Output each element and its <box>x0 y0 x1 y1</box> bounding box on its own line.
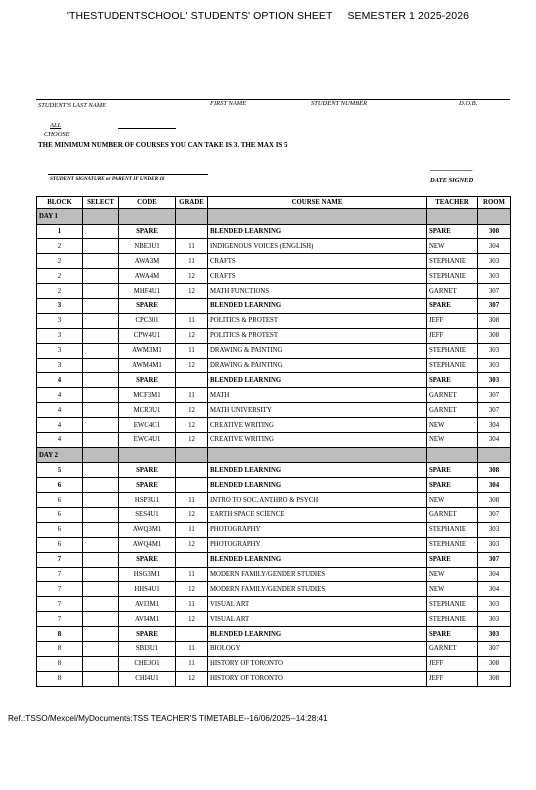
grade-cell <box>176 224 208 239</box>
grade-cell: 12 <box>176 418 208 433</box>
block-cell: 8 <box>37 642 83 657</box>
course-name-cell: DRAWING & PAINTING <box>208 343 427 358</box>
teacher-cell: JEFF <box>427 671 478 686</box>
select-cell[interactable] <box>83 239 119 254</box>
table-row <box>37 478 511 493</box>
block-cell: 8 <box>37 627 83 642</box>
room-cell: 303 <box>478 373 511 388</box>
teacher-cell: NEW <box>427 567 478 582</box>
grade-cell <box>176 463 208 478</box>
grade-cell: 12 <box>176 269 208 284</box>
grade-cell: 11 <box>176 388 208 403</box>
select-cell[interactable] <box>83 508 119 523</box>
select-cell[interactable] <box>83 432 119 447</box>
table-row <box>37 656 511 671</box>
block-cell: 4 <box>37 418 83 433</box>
table-row <box>37 418 511 433</box>
table-row <box>37 463 511 478</box>
teacher-cell: SPARE <box>427 373 478 388</box>
select-cell[interactable] <box>83 418 119 433</box>
table-row <box>37 508 511 523</box>
day-filler-cell <box>427 447 478 463</box>
course-name-cell: POLITICS & PROTEST <box>208 313 427 328</box>
block-cell: 6 <box>37 493 83 508</box>
table-row <box>37 343 511 358</box>
table-row <box>37 552 511 567</box>
grade-cell: 11 <box>176 343 208 358</box>
teacher-cell: STEPHANIE <box>427 358 478 373</box>
grade-cell: 12 <box>176 403 208 418</box>
select-cell[interactable] <box>83 493 119 508</box>
header-select: SELECT <box>83 197 119 209</box>
grade-cell: 12 <box>176 582 208 597</box>
block-cell: 3 <box>37 343 83 358</box>
select-cell[interactable] <box>83 298 119 313</box>
code-cell: SES4U1 <box>119 508 176 523</box>
day-header-row <box>37 447 511 463</box>
table-row <box>37 597 511 612</box>
code-cell: AWQ3M1 <box>119 522 176 537</box>
day-filler-cell <box>83 447 119 463</box>
room-cell: 307 <box>478 388 511 403</box>
teacher-cell: SPARE <box>427 224 478 239</box>
room-cell: 304 <box>478 582 511 597</box>
teacher-cell: STEPHANIE <box>427 612 478 627</box>
room-cell: 303 <box>478 269 511 284</box>
table-row <box>37 403 511 418</box>
min-max-instruction: THE MINIMUM NUMBER OF COURSES YOU CAN TAKE IS 3. THE MAX IS 5 <box>38 141 288 149</box>
course-name-cell: DRAWING & PAINTING <box>208 358 427 373</box>
block-cell: 4 <box>37 403 83 418</box>
block-cell: 4 <box>37 432 83 447</box>
course-name-cell: VISUAL ART <box>208 612 427 627</box>
day-header-row <box>37 209 511 225</box>
day-filler-cell <box>83 209 119 225</box>
table-row <box>37 224 511 239</box>
course-name-cell: PHOTOGRAPHY <box>208 537 427 552</box>
day-filler-cell <box>208 209 427 225</box>
table-row <box>37 388 511 403</box>
grade-cell <box>176 478 208 493</box>
grade-cell: 11 <box>176 642 208 657</box>
block-cell: 8 <box>37 656 83 671</box>
course-name-cell: PHOTOGRAPHY <box>208 522 427 537</box>
day-filler-cell <box>119 447 176 463</box>
name-line <box>36 99 510 100</box>
course-name-cell: HISTORY OF TORONTO <box>208 671 427 686</box>
select-cell[interactable] <box>83 627 119 642</box>
room-cell: 304 <box>478 418 511 433</box>
grade-cell: 12 <box>176 671 208 686</box>
grade-cell: 11 <box>176 313 208 328</box>
block-cell: 2 <box>37 254 83 269</box>
grade-cell <box>176 552 208 567</box>
code-cell: AWM4M1 <box>119 358 176 373</box>
block-cell: 6 <box>37 478 83 493</box>
block-cell: 7 <box>37 567 83 582</box>
block-cell: 7 <box>37 582 83 597</box>
block-cell: 7 <box>37 612 83 627</box>
block-cell: 2 <box>37 284 83 299</box>
select-cell[interactable] <box>83 358 119 373</box>
course-name-cell: INTRO TO SOC, ANTHRO & PSYCH <box>208 493 427 508</box>
course-name-cell: MATH <box>208 388 427 403</box>
room-cell: 308 <box>478 671 511 686</box>
code-cell: AWA4M <box>119 269 176 284</box>
dob-label: D.O.B. <box>459 100 478 107</box>
select-cell[interactable] <box>83 343 119 358</box>
teacher-cell: GARNET <box>427 508 478 523</box>
room-cell: 308 <box>478 656 511 671</box>
date-dashes: ----------------------- <box>430 166 473 174</box>
room-cell: 308 <box>478 328 511 343</box>
block-cell: 4 <box>37 388 83 403</box>
select-cell[interactable] <box>83 656 119 671</box>
code-cell: AWM3M1 <box>119 343 176 358</box>
teacher-cell: NEW <box>427 418 478 433</box>
course-name-cell: MODERN FAMILY/GENDER STUDIES <box>208 582 427 597</box>
course-name-cell: BLENDED LEARNING <box>208 478 427 493</box>
block-cell: 7 <box>37 597 83 612</box>
day-filler-cell <box>427 209 478 225</box>
select-cell[interactable] <box>83 671 119 686</box>
code-cell: CPW4U1 <box>119 328 176 343</box>
room-cell: 304 <box>478 567 511 582</box>
block-cell: 1 <box>37 224 83 239</box>
code-cell: EWC4C1 <box>119 418 176 433</box>
grade-cell: 11 <box>176 254 208 269</box>
grade-cell: 12 <box>176 284 208 299</box>
header-grade: GRADE <box>176 197 208 209</box>
code-cell: AVI4M1 <box>119 612 176 627</box>
select-cell[interactable] <box>83 597 119 612</box>
grade-cell: 12 <box>176 508 208 523</box>
select-cell[interactable] <box>83 567 119 582</box>
course-name-cell: EARTH SPACE SCIENCE <box>208 508 427 523</box>
block-cell: 2 <box>37 239 83 254</box>
room-cell: 304 <box>478 239 511 254</box>
table-row <box>37 358 511 373</box>
teacher-cell: STEPHANIE <box>427 269 478 284</box>
block-cell: 2 <box>37 269 83 284</box>
teacher-cell: STEPHANIE <box>427 597 478 612</box>
grade-cell: 12 <box>176 432 208 447</box>
room-cell: 304 <box>478 478 511 493</box>
day-filler-cell <box>176 447 208 463</box>
room-cell: 308 <box>478 224 511 239</box>
course-option-table <box>36 196 511 687</box>
course-name-cell: BIOLOGY <box>208 642 427 657</box>
page-title: 'THESTUDENTSCHOOL' STUDENTS' OPTION SHEET SEMESTER 1 2025-2026 <box>66 10 470 22</box>
table-row <box>37 373 511 388</box>
room-cell: 303 <box>478 537 511 552</box>
code-cell: CHE3O1 <box>119 656 176 671</box>
teacher-cell: GARNET <box>427 642 478 657</box>
block-cell: 8 <box>37 671 83 686</box>
grade-cell: 11 <box>176 239 208 254</box>
code-cell: CPC301 <box>119 313 176 328</box>
header-room: ROOM <box>478 197 511 209</box>
room-cell: 307 <box>478 298 511 313</box>
table-row <box>37 493 511 508</box>
course-name-cell: CREATIVE WRITING <box>208 432 427 447</box>
teacher-cell: JEFF <box>427 328 478 343</box>
table-row <box>37 328 511 343</box>
room-cell: 303 <box>478 254 511 269</box>
table-row <box>37 612 511 627</box>
course-name-cell: CRAFTS <box>208 269 427 284</box>
all-label: ALL <box>50 122 62 129</box>
header-teacher: TEACHER <box>427 197 478 209</box>
day-label: DAY 1 <box>37 209 83 225</box>
code-cell: MCF3M1 <box>119 388 176 403</box>
course-name-cell: MATH FUNCTIONS <box>208 284 427 299</box>
code-cell: CHI4U1 <box>119 671 176 686</box>
select-cell[interactable] <box>83 537 119 552</box>
room-cell: 303 <box>478 612 511 627</box>
block-cell: 6 <box>37 508 83 523</box>
table-row <box>37 269 511 284</box>
student-number-label: STUDENT NUMBER <box>311 100 368 107</box>
room-cell: 307 <box>478 403 511 418</box>
course-name-cell: CRAFTS <box>208 254 427 269</box>
code-cell: SBI3U1 <box>119 642 176 657</box>
code-cell: EWC4U1 <box>119 432 176 447</box>
table-row <box>37 239 511 254</box>
day-filler-cell <box>208 447 427 463</box>
choose-label: CHOOSE <box>44 131 70 138</box>
table-row <box>37 567 511 582</box>
table-row <box>37 313 511 328</box>
code-cell: MCR3U1 <box>119 403 176 418</box>
code-cell: SPARE <box>119 224 176 239</box>
room-cell: 303 <box>478 522 511 537</box>
grade-cell: 11 <box>176 597 208 612</box>
room-cell: 308 <box>478 313 511 328</box>
select-cell[interactable] <box>83 284 119 299</box>
room-cell: 303 <box>478 358 511 373</box>
select-cell[interactable] <box>83 313 119 328</box>
room-cell: 307 <box>478 642 511 657</box>
teacher-cell: SPARE <box>427 298 478 313</box>
course-name-cell: BLENDED LEARNING <box>208 298 427 313</box>
code-cell: AWQ4M1 <box>119 537 176 552</box>
grade-cell <box>176 627 208 642</box>
select-cell[interactable] <box>83 582 119 597</box>
day-filler-cell <box>478 447 511 463</box>
course-name-cell: BLENDED LEARNING <box>208 373 427 388</box>
table-row <box>37 284 511 299</box>
room-cell: 307 <box>478 552 511 567</box>
day-filler-cell <box>478 209 511 225</box>
course-name-cell: BLENDED LEARNING <box>208 627 427 642</box>
grade-cell <box>176 373 208 388</box>
select-cell[interactable] <box>83 642 119 657</box>
select-cell[interactable] <box>83 478 119 493</box>
block-cell: 6 <box>37 522 83 537</box>
table-row <box>37 298 511 313</box>
code-cell: SPARE <box>119 298 176 313</box>
block-cell: 3 <box>37 328 83 343</box>
course-name-cell: BLENDED LEARNING <box>208 224 427 239</box>
course-name-cell: BLENDED LEARNING <box>208 552 427 567</box>
room-cell: 304 <box>478 432 511 447</box>
course-name-cell: INDIGENOUS VOICES (ENGLISH) <box>208 239 427 254</box>
teacher-cell: JEFF <box>427 656 478 671</box>
signature-label: STUDENT SIGNATURE or PARENT IF UNDER 18 <box>50 176 165 182</box>
teacher-cell: SPARE <box>427 463 478 478</box>
teacher-cell: GARNET <box>427 388 478 403</box>
select-cell[interactable] <box>83 612 119 627</box>
room-cell: 308 <box>478 493 511 508</box>
header-block: BLOCK <box>37 197 83 209</box>
last-name-label: STUDENT'S LAST NAME <box>38 102 107 109</box>
table-row <box>37 254 511 269</box>
select-cell[interactable] <box>83 254 119 269</box>
grade-cell: 11 <box>176 493 208 508</box>
grade-cell: 11 <box>176 522 208 537</box>
course-name-cell: POLITICS & PROTEST <box>208 328 427 343</box>
day-label: DAY 2 <box>37 447 83 463</box>
block-cell: 4 <box>37 373 83 388</box>
first-name-label: FIRST NAME <box>210 100 247 107</box>
code-cell: AWA3M <box>119 254 176 269</box>
select-cell[interactable] <box>83 269 119 284</box>
block-cell: 3 <box>37 298 83 313</box>
grade-cell: 11 <box>176 567 208 582</box>
code-cell: HHS4U1 <box>119 582 176 597</box>
teacher-cell: GARNET <box>427 284 478 299</box>
grade-cell: 12 <box>176 537 208 552</box>
block-cell: 5 <box>37 463 83 478</box>
grade-cell <box>176 298 208 313</box>
teacher-cell: SPARE <box>427 478 478 493</box>
day-filler-cell <box>176 209 208 225</box>
select-cell[interactable] <box>83 328 119 343</box>
signature-line <box>48 174 208 175</box>
course-name-cell: HISTORY OF TORONTO <box>208 656 427 671</box>
teacher-cell: STEPHANIE <box>427 522 478 537</box>
teacher-cell: STEPHANIE <box>427 254 478 269</box>
select-cell[interactable] <box>83 373 119 388</box>
table-body <box>37 209 511 687</box>
select-cell[interactable] <box>83 522 119 537</box>
code-cell: AVI3M1 <box>119 597 176 612</box>
code-cell: HSP3U1 <box>119 493 176 508</box>
select-cell[interactable] <box>83 403 119 418</box>
room-cell: 308 <box>478 463 511 478</box>
choose-line <box>118 128 176 129</box>
room-cell: 307 <box>478 508 511 523</box>
block-cell: 6 <box>37 537 83 552</box>
table-row <box>37 671 511 686</box>
course-name-cell: BLENDED LEARNING <box>208 463 427 478</box>
course-name-cell: MODERN FAMILY/GENDER STUDIES <box>208 567 427 582</box>
select-cell[interactable] <box>83 224 119 239</box>
grade-cell: 12 <box>176 612 208 627</box>
teacher-cell: SPARE <box>427 552 478 567</box>
code-cell: SPARE <box>119 552 176 567</box>
table-row <box>37 582 511 597</box>
teacher-cell: STEPHANIE <box>427 537 478 552</box>
course-name-cell: VISUAL ART <box>208 597 427 612</box>
teacher-cell: SPARE <box>427 627 478 642</box>
room-cell: 303 <box>478 343 511 358</box>
grade-cell: 12 <box>176 358 208 373</box>
course-name-cell: MATH UNIVERSITY <box>208 403 427 418</box>
reference-footer: Ref.:TSSO/Mexcel/MyDocuments:TSS TEACHER'S TIMETABLE--16/06/2025--14:28:41 <box>8 714 328 723</box>
table-header-row <box>37 197 511 209</box>
header-course-name: COURSE NAME <box>208 197 427 209</box>
teacher-cell: NEW <box>427 432 478 447</box>
code-cell: NBE3U1 <box>119 239 176 254</box>
course-name-cell: CREATIVE WRITING <box>208 418 427 433</box>
table-row <box>37 522 511 537</box>
room-cell: 303 <box>478 627 511 642</box>
code-cell: SPARE <box>119 478 176 493</box>
room-cell: 303 <box>478 597 511 612</box>
table-row <box>37 642 511 657</box>
code-cell: HSG3M1 <box>119 567 176 582</box>
select-cell[interactable] <box>83 388 119 403</box>
date-signed-label: DATE SIGNED <box>430 177 474 184</box>
code-cell: SPARE <box>119 627 176 642</box>
block-cell: 3 <box>37 313 83 328</box>
teacher-cell: GARNET <box>427 403 478 418</box>
block-cell: 7 <box>37 552 83 567</box>
teacher-cell: NEW <box>427 493 478 508</box>
room-cell: 307 <box>478 284 511 299</box>
code-cell: MHF4U1 <box>119 284 176 299</box>
teacher-cell: JEFF <box>427 313 478 328</box>
table-row <box>37 627 511 642</box>
table-row <box>37 537 511 552</box>
teacher-cell: STEPHANIE <box>427 343 478 358</box>
teacher-cell: NEW <box>427 239 478 254</box>
block-cell: 3 <box>37 358 83 373</box>
grade-cell: 12 <box>176 328 208 343</box>
select-cell[interactable] <box>83 463 119 478</box>
code-cell: SPARE <box>119 373 176 388</box>
header-code: CODE <box>119 197 176 209</box>
select-cell[interactable] <box>83 552 119 567</box>
code-cell: SPARE <box>119 463 176 478</box>
teacher-cell: NEW <box>427 582 478 597</box>
day-filler-cell <box>119 209 176 225</box>
grade-cell: 11 <box>176 656 208 671</box>
table-row <box>37 432 511 447</box>
